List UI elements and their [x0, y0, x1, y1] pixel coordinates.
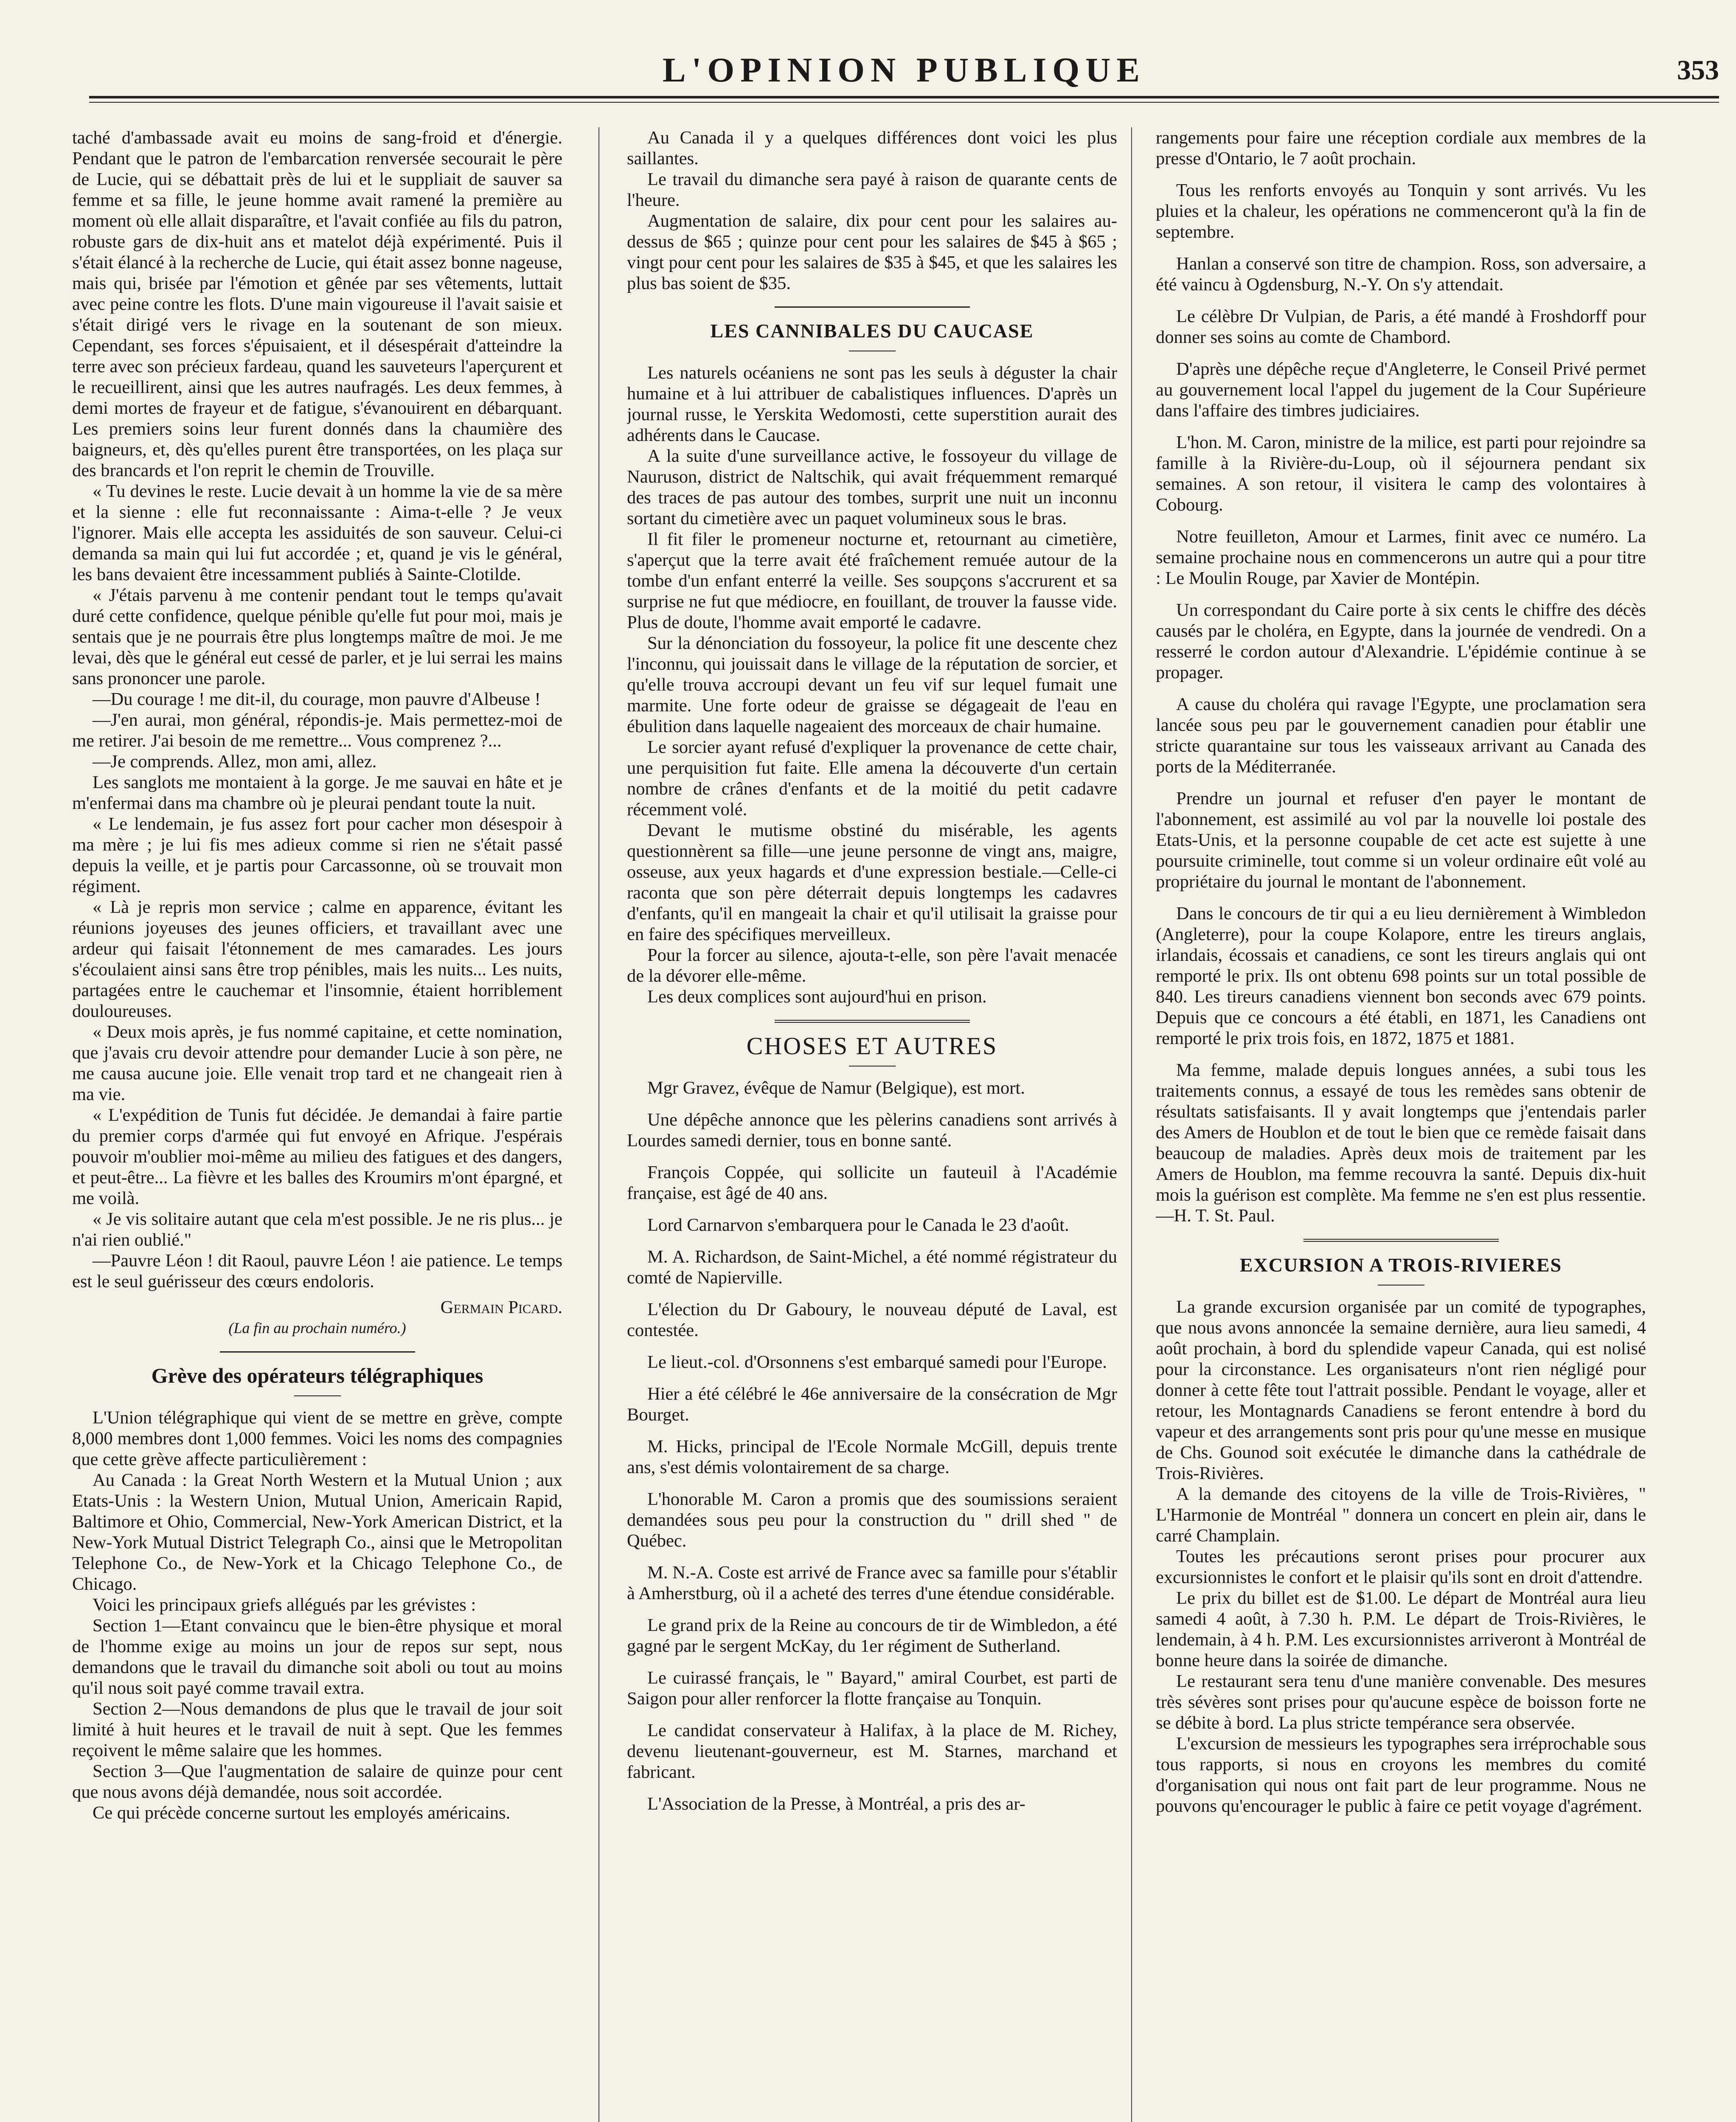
- news-item: Mgr Gravez, évêque de Namur (Belgique), est mort.: [647, 1078, 1025, 1098]
- excursion-paragraph: Toutes les précautions seront prises pour procurer aux excursionnistes le confort et le plaisir qu'ils sont en droit d'attendre.: [1156, 1547, 1646, 1587]
- news-item: A cause du choléra qui ravage l'Egypte, une proclamation sera lancée sous peu par le gouvernement canadien pour établir une stricte quarantaine sur tous les vaisseaux arrivant au Canada des ports de la Méditerranée.: [1156, 694, 1646, 777]
- cannibales-paragraph: A la suite d'une surveillance active, le fossoyeur du village de Nauruson, district de Naltschik, qui avait fréquemment remarqué des traces de pas autour des tombes, surprit une nuit un inconnu sortant du cimetière avec un paquet volumineux sous le bras.: [627, 446, 1117, 528]
- news-item: Le lieut.-col. d'Orsonnens s'est embarqué samedi pour l'Europe.: [647, 1352, 1107, 1372]
- cannibales-paragraph: Les naturels océaniens ne sont pas les seuls à déguster la chair humaine et à lui attribuer de cabalistiques influences. D'après un journal russe, le Yerskita Wedomosti, cette superstition aurait des adhérents dans le Caucase.: [627, 363, 1117, 445]
- news-item: Le célèbre Dr Vulpian, de Paris, a été mandé à Froshdorff pour donner ses soins au comte de Chambord.: [1156, 306, 1646, 347]
- news-item: L'Association de la Presse, à Montréal, a pris des ar-: [647, 1794, 1025, 1814]
- greve-paragraph: Section 3—Que l'augmentation de salaire de quinze pour cent que nous avons déjà demandée, nous soit accordée.: [72, 1761, 562, 1802]
- greve-paragraph: Au Canada il y a quelques différences dont voici les plus saillantes.: [627, 128, 1117, 168]
- news-item: L'hon. M. Caron, ministre de la milice, est parti pour rejoindre sa famille à la Rivière-du-Loup, où il séjournera pendant six semaines. A son retour, il visitera le camp des volontaires à Cobourg.: [1156, 432, 1646, 515]
- story-paragraph: « Le lendemain, je fus assez fort pour cacher mon désespoir à ma mère ; je lui fis mes adieux comme si rien ne s'était passé depuis la veille, et je partis pour Carcassonne, où se trouvait mon régiment.: [72, 814, 562, 896]
- news-item: Hanlan a conservé son titre de champion. Ross, son adversaire, a été vaincu à Ogdensburg, N.-Y. On s'y attendait.: [1156, 254, 1646, 295]
- section-title-excursion: EXCURSION A TROIS-RIVIERES: [1239, 1254, 1562, 1276]
- masthead: [89, 50, 1719, 105]
- column-1: [72, 127, 562, 2122]
- news-item: Lord Carnarvon s'embarquera pour le Canada le 23 d'août.: [647, 1215, 1069, 1235]
- section-separator: [1303, 1239, 1499, 1242]
- news-item: rangements pour faire une réception cordiale aux membres de la presse d'Ontario, le 7 août prochain.: [1156, 128, 1646, 168]
- masthead-rule-thin: [89, 102, 1719, 103]
- news-item: Ma femme, malade depuis longues années, a subi tous les traitements connus, a essayé de tous les remèdes sans obtenir de résultats satisfaisants. Il y avait longtemps que j'entendais parler des Amers de Houblon et de tout le bien que ce remède faisait dans beaucoup de maladies. Après deux mois de traitement par les Amers de Houblon, ma femme recouvra la santé. Depuis dix-huit mois la guérison est complète. Ma femme ne s'en est plus ressentie.—H. T. St. Paul.: [1156, 1060, 1646, 1226]
- greve-paragraph: Ce qui précède concerne surtout les employés américains.: [93, 1803, 511, 1823]
- story-paragraph: —J'en aurai, mon général, répondis-je. Mais permettez-moi de me retirer. J'ai besoin de me remettre... Vous comprenez ?...: [72, 710, 562, 751]
- excursion-paragraph: A la demande des citoyens de la ville de Trois-Rivières, " L'Harmonie de Montréal " donnera un concert en plein air, dans le carré Champlain.: [1156, 1484, 1646, 1546]
- greve-paragraph: L'Union télégraphique qui vient de se mettre en grève, compte 8,000 membres dont 1,000 femmes. Voici les noms des compagnies que cette grève affecte particulièrement :: [72, 1408, 562, 1469]
- greve-paragraph: Le travail du dimanche sera payé à raison de quarante cents de l'heure.: [627, 169, 1117, 210]
- section-separator: [775, 1020, 970, 1023]
- masthead-rule-thick: [89, 96, 1719, 98]
- story-paragraph: —Je comprends. Allez, mon ami, allez.: [93, 752, 377, 772]
- news-item: M. Hicks, principal de l'Ecole Normale McGill, depuis trente ans, s'est démis volontairement de sa charge.: [627, 1437, 1117, 1477]
- story-paragraph: —Pauvre Léon ! dit Raoul, pauvre Léon ! aie patience. Le temps est le seul guérisseur des cœurs endoloris.: [72, 1251, 562, 1291]
- news-item: Tous les renforts envoyés au Tonquin y sont arrivés. Vu les pluies et la chaleur, les opérations ne commenceront qu'à la fin de septembre.: [1156, 180, 1646, 242]
- title-underline: [849, 1066, 896, 1067]
- news-item: Le grand prix de la Reine au concours de tir de Wimbledon, a été gagné par le sergent McKay, du 1er régiment de Sutherland.: [627, 1615, 1117, 1656]
- cannibales-paragraph: Devant le mutisme obstiné du misérable, les agents questionnèrent sa fille—une jeune personne de vingt ans, maigre, osseuse, aux yeux hagards et d'une expression bestiale.—Celle-ci raconta que son père déterrait depuis longtemps les cadavres d'enfants, qu'il en mangeait la chair et qu'il utilisait la graisse pour en faire des spécifiques merveilleux.: [627, 820, 1117, 944]
- greve-paragraph: Au Canada : la Great North Western et la Mutual Union ; aux Etats-Unis : la Western Union, Mutual Union, Americain Rapid, Baltimore et Ohio, Commercial, New-York American District, et la New-York Mutual District Telegraph Co., ainsi que le Metropolitan Telephone Co., de New-York et la Chicago Telephone Co., de Chicago.: [72, 1470, 562, 1594]
- story-paragraph: taché d'ambassade avait eu moins de sang-froid et d'énergie. Pendant que le patron de l'embarcation renversée secourait le père de Lucie, qui se débattait près de lui et le suppliait de sauver sa femme et sa fille, le jeune homme avait ramené la première au moment où elle allait disparaître, et l'avait confiée au fils du patron, robuste gars de dix-huit ans et matelot déjà expérimenté. Puis il s'était élancé à la recherche de Lucie, qui était assez bonne nageuse, mais qui, brisée par l'émotion et gênée par ses vêtements, luttait avec peine contre les flots. D'une main vigoureuse il l'avait saisie et s'était dirigé vers le rivage en la soutenant de son mieux. Cependant, ses forces s'épuisaient, et il désespérait d'atteindre la terre avec son précieux fardeau, quand les sauveteurs l'aperçurent et le recueillirent, ainsi que les autres naufragés. Les deux femmes, à demi mortes de frayeur et de fatigue, s'évanouirent en débarquant. Les premiers soins leur furent donnés dans la chaumière des baigneurs, et, dès qu'elles purent être transportées, on les plaça sur des brancards et l'on reprit le chemin de Trouville.: [72, 128, 562, 480]
- cannibales-paragraph: Les deux complices sont aujourd'hui en prison.: [647, 987, 987, 1007]
- news-item: Le cuirassé français, le " Bayard," amiral Courbet, est parti de Saigon pour aller renforcer la flotte française au Tonquin.: [627, 1668, 1117, 1709]
- greve-paragraph: Section 2—Nous demandons de plus que le travail de jour soit limité à huit heures et le travail de nuit à sept. Que les femmes reçoivent le même salaire que les hommes.: [72, 1699, 562, 1760]
- column-divider-1: [598, 127, 599, 2122]
- title-underline: [294, 1395, 341, 1396]
- column-divider-2: [1131, 127, 1132, 2122]
- cannibales-paragraph: Sur la dénonciation du fossoyeur, la police fit une descente chez l'inconnu, qui jouissait dans le village de la réputation de sorcier, et qu'elle trouva accroupi devant un feu vif sur lequel fumait une marmite. Une forte odeur de graisse se dégageait de l'eau en ébulition dans laquelle nageaient des morceaux de chair humaine.: [627, 633, 1117, 736]
- column-3: [1156, 127, 1646, 2122]
- greve-paragraph: Augmentation de salaire, dix pour cent pour les salaires au-dessus de $65 ; quinze pour cent pour les salaires de $45 à $65 ; vingt pour cent pour les salaires de $35 à $45, et que les salaires les plus bas soient de $35.: [627, 211, 1117, 293]
- news-item: M. A. Richardson, de Saint-Michel, a été nommé régistrateur du comté de Napierville.: [627, 1247, 1117, 1288]
- news-item: Une dépêche annonce que les pèlerins canadiens sont arrivés à Lourdes samedi dernier, tous en bonne santé.: [627, 1110, 1117, 1151]
- news-item: D'après une dépêche reçue d'Angleterre, le Conseil Privé permet au gouvernement local l'appel du jugement de la Cour Supérieure dans l'affaire des timbres judiciaires.: [1156, 359, 1646, 421]
- continued-note: (La fin au prochain numéro.): [228, 1319, 406, 1336]
- author-signature: Germain Picard.: [440, 1297, 562, 1317]
- news-item: Prendre un journal et refuser d'en payer le montant de l'abonnement, est assimilé au vol par la nouvelle loi postale des Etats-Unis, et la personne coupable de cet acte est sujette à une poursuite criminelle, tout comme si un voleur ordinaire eût volé au propriétaire du journal le montant de l'abonnement.: [1156, 789, 1646, 892]
- news-item: L'honorable M. Caron a promis que des soumissions seraient demandées sous peu pour la construction du " drill shed " de Québec.: [627, 1489, 1117, 1551]
- news-item: Le candidat conservateur à Halifax, à la place de M. Richey, devenu lieutenant-gouverneur, est M. Starnes, marchand et fabricant.: [627, 1721, 1117, 1782]
- excursion-paragraph: Le prix du billet est de $1.00. Le départ de Montréal aura lieu samedi 4 août, à 7.30 h. P.M. Le départ de Trois-Rivières, le lendemain, à 4 h. P.M. Les excursionnistes arriveront à Montréal de bonne heure dans la soirée de dimanche.: [1156, 1588, 1646, 1670]
- newspaper-title: L'OPINION PUBLIQUE: [662, 51, 1146, 89]
- news-item: L'élection du Dr Gaboury, le nouveau député de Laval, est contestée.: [627, 1300, 1117, 1340]
- news-item: Un correspondant du Caire porte à six cents le chiffre des décès causés par le choléra, en Egypte, dans la journée de vendredi. On a resserré le cordon autour d'Alexandrie. L'épidémie continue à se propager.: [1156, 600, 1646, 682]
- story-paragraph: Les sanglots me montaient à la gorge. Je me sauvai en hâte et je m'enfermai dans ma chambre où je pleurai pendant toute la nuit.: [72, 772, 562, 813]
- excursion-paragraph: L'excursion de messieurs les typographes sera irréprochable sous tous rapports, si nous en croyons les membres du comité d'organisation qui nous ont fait part de leur programme. Nous ne pouvons qu'encourager le public à faire ce petit voyage d'agrément.: [1156, 1734, 1646, 1816]
- news-item: M. N.-A. Coste est arrivé de France avec sa famille pour s'établir à Amherstburg, où il a acheté des terres d'une étendue considérable.: [627, 1563, 1117, 1603]
- news-item: Notre feuilleton, Amour et Larmes, finit avec ce numéro. La semaine prochaine nous en commencerons un autre qui a pour titre : Le Moulin Rouge, par Xavier de Montépin.: [1156, 527, 1646, 588]
- section-title-greve: Grève des opérateurs télégraphiques: [151, 1364, 483, 1387]
- story-paragraph: « L'expédition de Tunis fut décidée. Je demandai à faire partie du premier corps d'armée qui fut envoyé en Afrique. J'espérais pouvoir m'oublier moi-même au milieu des fatigues et des dangers, et peut-être... La fièvre et les balles des Kroumirs m'ont épargné, et me voilà.: [72, 1105, 562, 1208]
- news-item: Dans le concours de tir qui a eu lieu dernièrement à Wimbledon (Angleterre), pour la coupe Kolapore, entre les tireurs anglais, irlandais, écossais et canadiens, ce sont les tireurs anglais qui ont remporté le prix. Ils ont obtenu 698 points sur un total possible de 840. Les tireurs canadiens viennent bon seconds avec 679 points. Depuis que ce concours a été établi, en 1871, les Canadiens ont remporté le prix trois fois, en 1872, 1875 et 1881.: [1156, 904, 1646, 1048]
- greve-paragraph: Voici les principaux griefs allégués par les grévistes :: [93, 1595, 476, 1615]
- story-paragraph: « Tu devines le reste. Lucie devait à un homme la vie de sa mère et la sienne : elle fut reconnaissante : Aima-t-elle ? Je veux l'ignorer. Mais elle accepta les assiduités de son sauveur. Celui-ci demanda sa main qui lui fut accordée ; et, quand je vis le général, les bans devaient être incessamment publiés à Sainte-Clotilde.: [72, 481, 562, 584]
- section-title-cannibales: LES CANNIBALES DU CAUCASE: [710, 320, 1034, 342]
- cannibales-paragraph: Le sorcier ayant refusé d'expliquer la provenance de cette chair, une perquisition fut faite. Elle amena la découverte d'un certain nombre de crânes d'enfants et de la moitié du petit cadavre récemment volé.: [627, 737, 1117, 820]
- cannibales-paragraph: Pour la forcer au silence, ajouta-t-elle, son père l'avait menacée de la dévorer elle-même.: [627, 945, 1117, 986]
- section-title-choses: CHOSES ET AUTRES: [746, 1032, 998, 1060]
- story-paragraph: —Du courage ! me dit-il, du courage, mon pauvre d'Albeuse !: [93, 689, 541, 709]
- story-paragraph: « Je vis solitaire autant que cela m'est possible. Je ne ris plus... je n'ai rien oublié.": [72, 1209, 562, 1250]
- cannibales-paragraph: Il fit filer le promeneur nocturne et, retournant au cimetière, s'aperçut que la terre avait été fraîchement remuée autour de la tombe d'un enfant enterré la veille. Ses soupçons s'accrurent et sa surprise ne fut que médiocre, en fouillant, de trouver la fausse vide. Plus de doute, l'homme avait emporté le cadavre.: [627, 529, 1117, 632]
- news-item: François Coppée, qui sollicite un fauteuil à l'Académie française, est âgé de 40 ans.: [627, 1162, 1117, 1203]
- excursion-paragraph: La grande excursion organisée par un comité de typographes, que nous avons annoncée la semaine dernière, aura lieu samedi, 4 août prochain, à bord du splendide vapeur Canada, qui est nolisé pour la circonstance. Les organisateurs n'ont rien négligé pour donner à cette fête tout l'attrait possible. Pendant le voyage, aller et retour, les Montagnards Canadiens se feront entendre à bord du vapeur et des arrangements sont pris pour qu'une messe en musique de Chs. Gounod soit exécutée le dimanche dans la cathédrale de Trois-Rivières.: [1156, 1297, 1646, 1483]
- news-item: Hier a été célébré le 46e anniversaire de la consécration de Mgr Bourget.: [627, 1384, 1117, 1425]
- section-separator: [220, 1351, 415, 1353]
- excursion-paragraph: Le restaurant sera tenu d'une manière convenable. Des mesures très sévères sont prises pour qu'aucune espèce de boisson forte ne se débite à bord. La plus stricte tempérance sera observée.: [1156, 1671, 1646, 1733]
- title-underline: [1378, 1285, 1424, 1286]
- story-paragraph: « Deux mois après, je fus nommé capitaine, et cette nomination, que j'avais cru devoir attendre pour demander Lucie à son père, ne me causa aucune joie. Elle venait trop tard et ne changeait rien à ma vie.: [72, 1022, 562, 1104]
- greve-paragraph: Section 1—Etant convaincu que le bien-être physique et moral de l'homme exige au moins un jour de repos sur sept, nous demandons que le travail du dimanche soit aboli ou tout au moins qu'il nous soit payé comme travail extra.: [72, 1616, 562, 1698]
- section-separator: [775, 306, 970, 308]
- story-paragraph: « Là je repris mon service ; calme en apparence, évitant les réunions joyeuses des jeunes officiers, et travaillant avec une ardeur qui faisait l'étonnement de mes camarades. Les jours s'écoulaient ainsi sans être trop pénibles, mais les nuits... Les nuits, partagées entre le cauchemar et l'insomnie, étaient horriblement douloureuses.: [72, 897, 562, 1021]
- column-2: [627, 127, 1117, 2122]
- story-paragraph: « J'étais parvenu à me contenir pendant tout le temps qu'avait duré cette confidence, quelque pénible qu'elle fut pour moi, mais je sentais que je ne pourrais être plus longtemps maître de moi. Je me levai, dès que le général eut cessé de parler, et je lui serrai les mains sans prononcer une parole.: [72, 585, 562, 688]
- page-number: 353: [1677, 55, 1719, 86]
